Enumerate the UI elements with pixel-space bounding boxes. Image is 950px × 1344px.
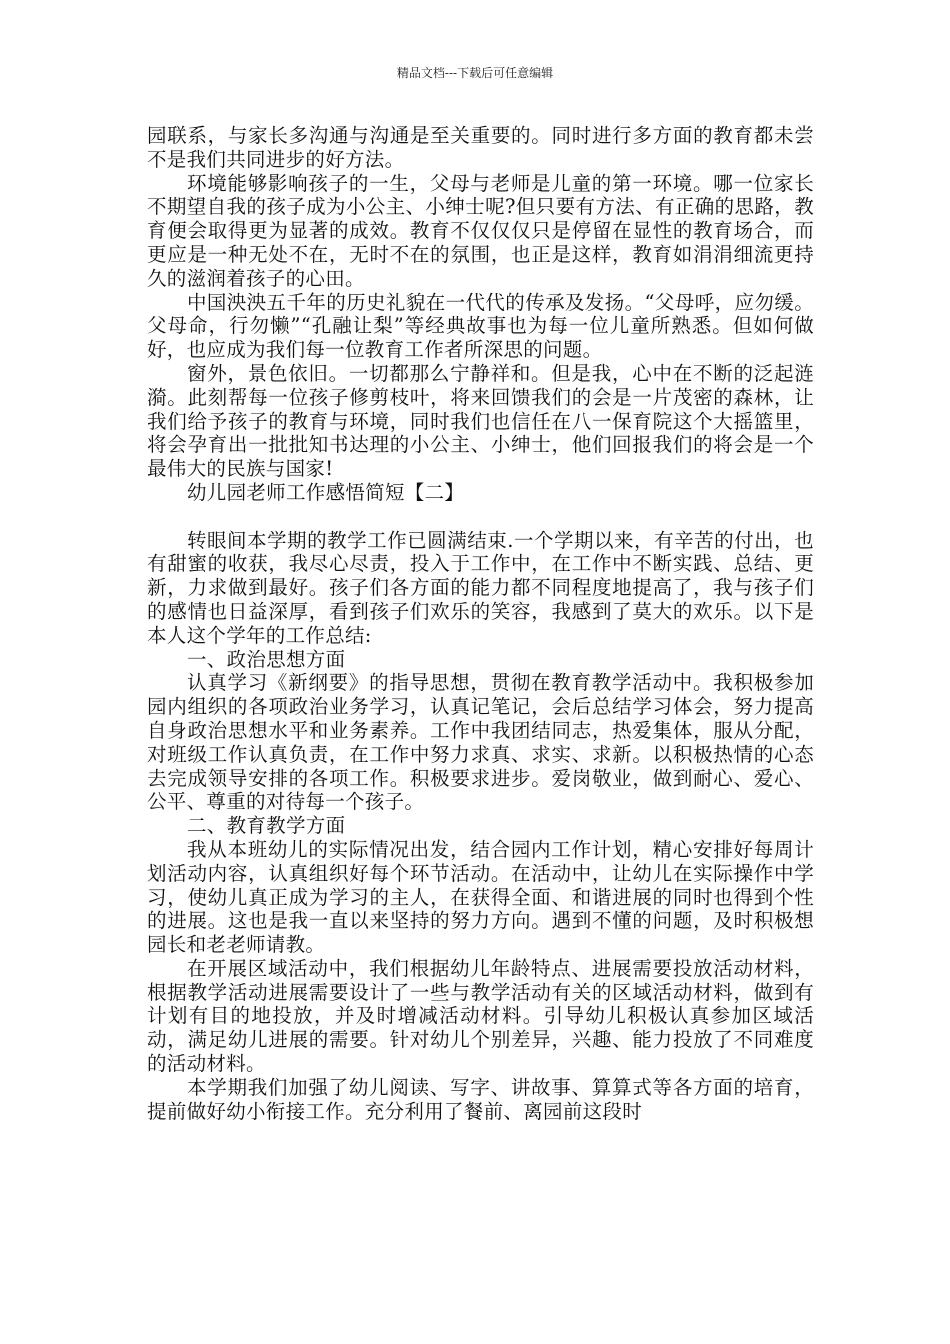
paragraph: 本学期我们加强了幼儿阅读、写字、讲故事、算算式等各方面的培育，提前做好幼小衔接工作。充分利用了餐前、离园前这段时 xyxy=(147,1075,814,1123)
paragraph: 转眼间本学期的教学工作已圆满结束.一个学期以来，有辛苦的付出，也有甜蜜的收获，我尽心尽责，投入于工作中，在工作中不断实践、总结、更新，力求做到最好。孩子们各方面的能力都不同程度地提高了，我与孩子们的感情也日益深厚，看到孩子们欢乐的笑容，我感到了莫大的欢乐。以下是本人这个学年的工作总结: xyxy=(147,528,814,647)
paragraph: 认真学习《新纲要》的指导思想，贯彻在教育教学活动中。我积极参加园内组织的各项政治业务学习，认真记笔记，会后总结学习体会，努力提高自身政治思想水平和业务素养。工作中我团结同志，热爱集体，服从分配，对班级工作认真负责，在工作中努力求真、求实、求新。以积极热情的心态去完成领导安排的各项工作。积极要求进步。爱岗敬业，做到耐心、爱心、公平、尊重的对待每一个孩子。 xyxy=(147,671,814,814)
blank-line xyxy=(147,505,814,529)
page-header: 精品文档---下载后可任意编辑 xyxy=(396,66,554,80)
paragraph: 在开展区域活动中，我们根据幼儿年龄特点、进展需要投放活动材料，根据教学活动进展需要设计了一些与教学活动有关的区域活动材料，做到有计划有目的地投放，并及时增减活动材料。引导幼儿积极认真参加区域活动，满足幼儿进展的需要。针对幼儿个别差异，兴趣、能力投放了不同难度的活动材料。 xyxy=(147,956,814,1076)
paragraph: 我从本班幼儿的实际情况出发，结合园内工作计划，精心安排好每周计划活动内容，认真组织好每个环节活动。在活动中，让幼儿在实际操作中学习，使幼儿真正成为学习的主人，在获得全面、和谐进展的同时也得到个性的进展。这也是我一直以来坚持的努力方向。遇到不懂的问题，及时积极想园长和老老师请教。 xyxy=(147,837,814,957)
paragraph: 一、政治思想方面 xyxy=(186,647,346,671)
paragraph: 二、教育教学方面 xyxy=(186,814,346,838)
paragraph: 园联系，与家长多沟通与沟通是至关重要的。同时进行多方面的教育都未尝不是我们共同进步的好方法。 xyxy=(147,124,814,171)
paragraph: 中国泱泱五千年的历史礼貌在一代代的传承及发扬。“父母呼，应勿缓。父母命，行勿懒”“孔融让梨”等经典故事也为每一位儿童所熟悉。但如何做好，也应成为我们每一位教育工作者所深思的问题。 xyxy=(147,290,814,362)
paragraph: 窗外，景色依旧。一切都那么宁静祥和。但是我，心中在不断的泛起涟漪。此刻帮每一位孩子修剪枝叶，将来回馈我们的会是一片茂密的森林，让我们给予孩子的教育与环境，同时我们也信任在八一保育院这个大摇篮里，将会孕育出一批批知书达理的小公主、小绅士，他们回报我们的将会是一个最伟大的民族与国家! xyxy=(147,361,814,481)
paragraph: 幼儿园老师工作感悟简短【二】 xyxy=(186,480,465,504)
paragraph: 环境能够影响孩子的一生，父母与老师是儿童的第一环境。哪一位家长不期望自我的孩子成为小公主、小绅士呢?但只要有方法、有正确的思路，教育便会取得更为显著的成效。教育不仅仅仅只是停留在显性的教育场合，而更应是一种无处不在，无时不在的氛围，也正是这样，教育如涓涓细流更持久的滋润着孩子的心田。 xyxy=(147,171,814,290)
document-body xyxy=(147,124,814,1123)
